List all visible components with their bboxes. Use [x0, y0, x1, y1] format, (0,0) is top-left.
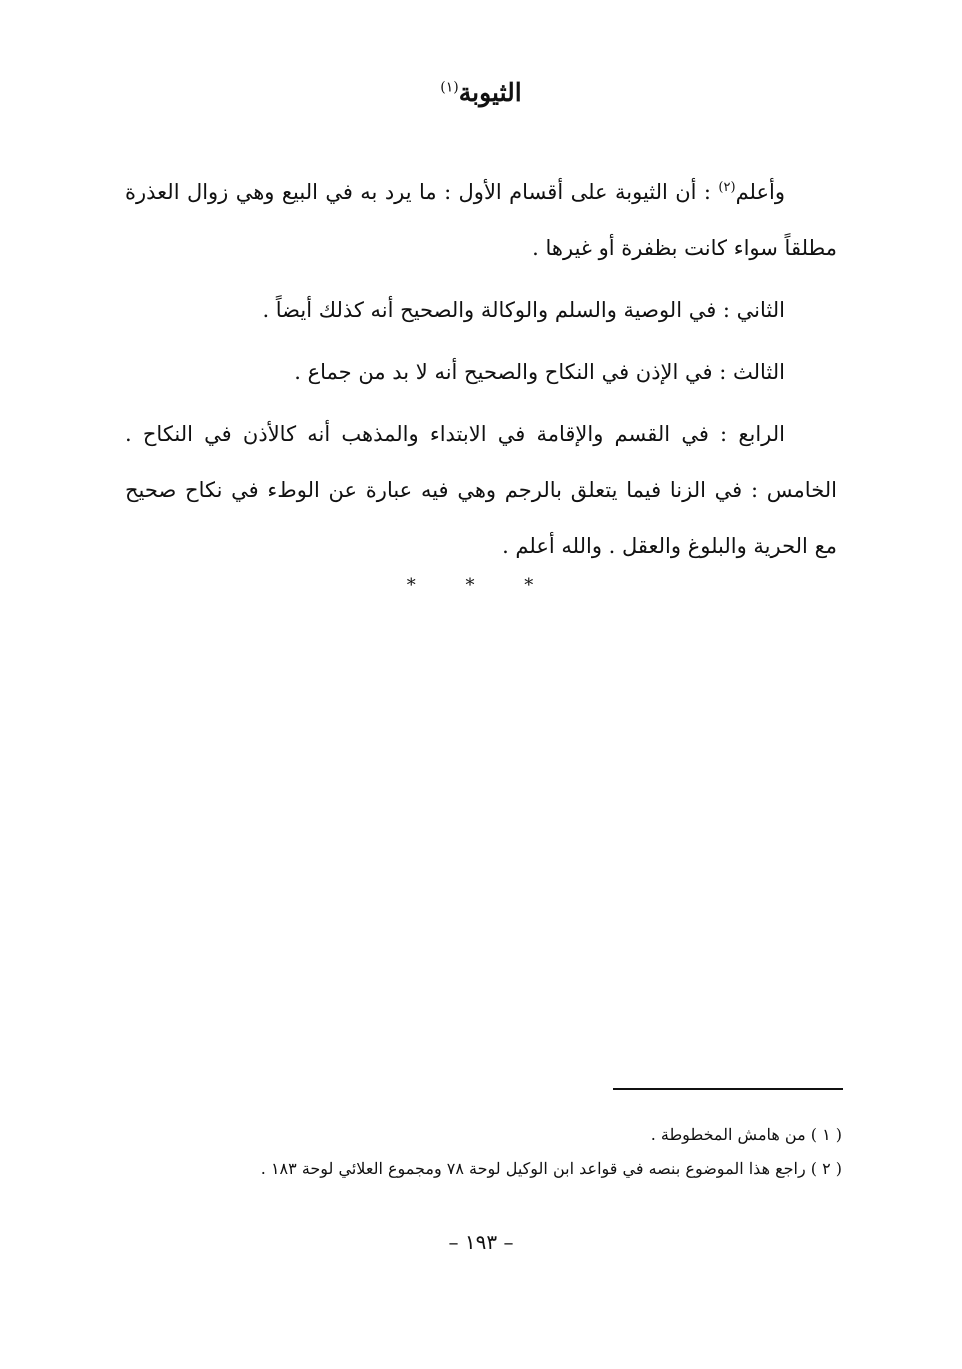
footnote-2: ( ٢ ) راجع هذا الموضوع بنصه في قواعد ابن الوكيل لوحة ٧٨ ومجموع العلائي لوحة ١٨٣ .: [260, 1159, 842, 1178]
page-number: – ١٩٣ –: [448, 1230, 514, 1254]
title-text: الثيوبة: [458, 78, 522, 107]
paragraph-1-footnote-ref: (٢): [718, 180, 736, 195]
title-footnote-ref: (١): [440, 79, 459, 96]
paragraph-4: الرابع : في القسم والإقامة في الابتداء والمذهب أنه كالأذن في النكاح . الخامس : في الزنا فيما يتعلق بالرجم وهي فيه عبارة عن الوطء في نكاح صحيح مع الحرية والبلوغ والعقل . والله أعلم .: [125, 422, 837, 558]
paragraph-1: [125, 160, 837, 276]
paragraph-1-start: وأعلم: [735, 180, 785, 204]
page-title: [0, 78, 962, 107]
paragraph-1-rest: : أن الثيوبة على أقسام الأول : ما يرد به في البيع وهي زوال العذرة مطلقاً سواء كانت بظفرة أو غيرها .: [125, 180, 837, 260]
footnote-divider: [613, 1088, 843, 1090]
footnotes: [130, 1118, 842, 1186]
footnote-1: ( ١ ) من هامش المخطوطة .: [650, 1125, 842, 1144]
paragraph-2: الثاني : في الوصية والسلم والوكالة والصحيح أنه كذلك أيضاً .: [262, 298, 785, 322]
main-text: [125, 160, 837, 580]
section-separator: * * *: [406, 575, 556, 596]
paragraph-3: الثالث : في الإذن في النكاح والصحيح أنه لا بد من جماع .: [294, 360, 785, 384]
